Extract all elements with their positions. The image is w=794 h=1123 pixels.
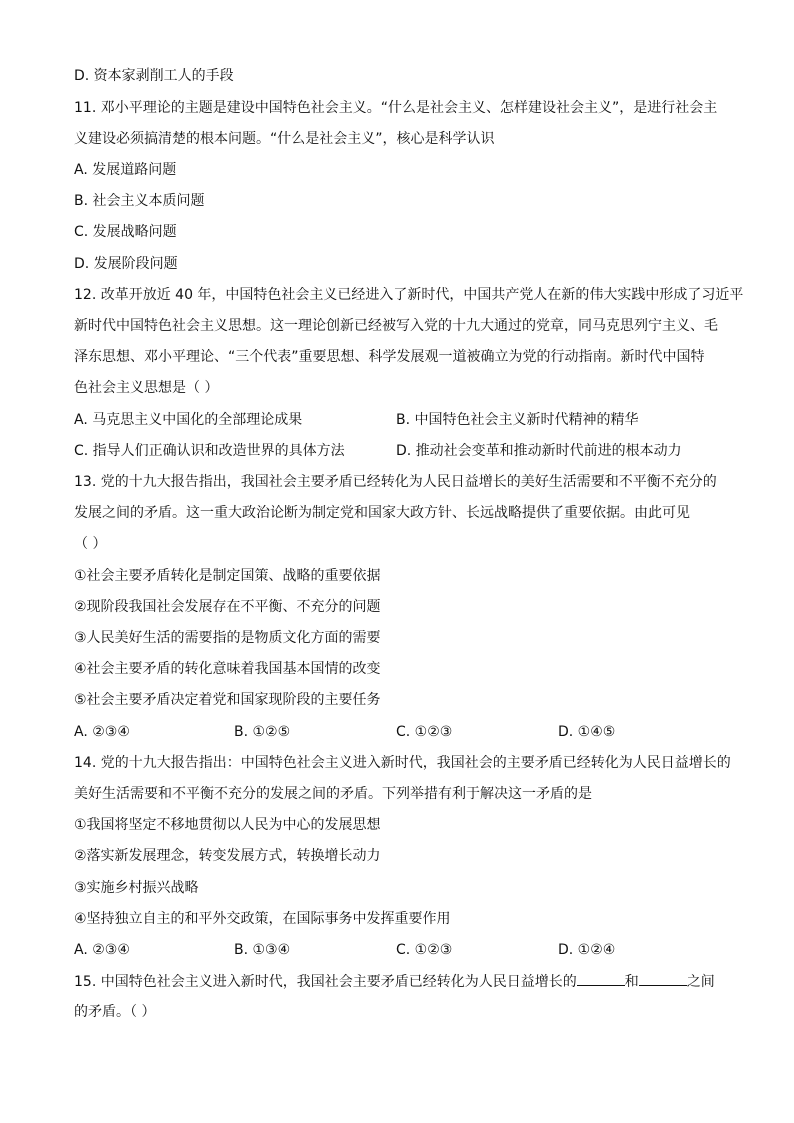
q15-stem-part2: 和 [624,974,639,990]
q13-item-1: ①社会主要矛盾转化是制定国策、战略的重要依据 [74,568,381,584]
q15-stem-line2: 的矛盾。（ ） [74,1004,156,1020]
q12-option-c: C. 指导人们正确认识和改造世界的具体方法 [74,443,345,459]
q11-stem-line2: 义建设必须搞清楚的根本问题。“什么是社会主义”，核心是科学认识 [74,131,495,147]
q11-option-a: A. 发展道路问题 [74,162,177,178]
q14-item-1: ①我国将坚定不移地贯彻以人民为中心的发展思想 [74,817,381,833]
q13-stem-line3: （ ） [74,536,107,552]
q13-stem-line1: 13. 党的十九大报告指出，我国社会主要矛盾已经转化为人民日益增长的美好生活需要和不平衡不充分的 [74,474,717,490]
q13-stem-line2: 发展之间的矛盾。这一重大政治论断为制定党和国家大政方针、长远战略提供了重要依据。由此可见 [74,505,690,521]
q11-stem-line1: 11. 邓小平理论的主题是建设中国特色社会主义。“什么是社会主义、怎样建设社会主义”，是进行社会主 [74,100,718,116]
q14-stem-line2: 美好生活需要和不平衡不充分的发展之间的矛盾。下列举措有利于解决这一矛盾的是 [74,786,592,802]
q13-item-2: ②现阶段我国社会发展存在不平衡、不充分的问题 [74,599,381,615]
q12-stem-line3: 泽东思想、邓小平理论、“三个代表”重要思想、科学发展观一道被确立为党的行动指南。新时代中国特 [74,349,705,365]
q13-item-5: ⑤社会主要矛盾决定着党和国家现阶段的主要任务 [74,692,381,708]
q12-stem-line1: 12. 改革开放近 40 年，中国特色社会主义已经进入了新时代，中国共产党人在新的伟大实践中形成了习近平 [74,287,744,303]
q14-item-2: ②落实新发展理念，转变发展方式，转换增长动力 [74,848,381,864]
q14-option-b: B. ①③④ [234,942,291,958]
q12-stem-line4: 色社会主义思想是（ ） [74,380,219,396]
q14-option-c: C. ①②③ [396,942,453,958]
q13-option-b: B. ①②⑤ [234,724,291,740]
q12-option-d: D. 推动社会变革和推动新时代前进的根本动力 [396,443,682,459]
q14-option-a: A. ②③④ [74,942,130,958]
q11-option-d: D. 发展阶段问题 [74,256,178,272]
fill-blank-2 [639,971,687,986]
q13-option-a: A. ②③④ [74,724,130,740]
q12-option-b: B. 中国特色社会主义新时代精神的精华 [396,412,639,428]
q12-stem-line2: 新时代中国特色社会主义思想。这一理论创新已经被写入党的十九大通过的党章，同马克思列宁主义、毛 [74,318,718,334]
q14-item-3: ③实施乡村振兴战略 [74,880,199,896]
q13-option-c: C. ①②③ [396,724,453,740]
q15-stem-line1 [74,971,715,992]
q14-option-d: D. ①②④ [558,942,616,958]
q11-option-c: C. 发展战略问题 [74,224,177,240]
q15-stem-part3: 之间 [686,974,715,990]
q13-item-3: ③人民美好生活的需要指的是物质文化方面的需要 [74,630,381,646]
q12-option-a: A. 马克思主义中国化的全部理论成果 [74,412,303,428]
q14-item-4: ④坚持独立自主的和平外交政策，在国际事务中发挥重要作用 [74,911,451,927]
q14-stem-line1: 14. 党的十九大报告指出：中国特色社会主义进入新时代，我国社会的主要矛盾已经转化为人民日益增长的 [74,755,731,771]
q10-option-d: D. 资本家剥削工人的手段 [74,68,234,84]
q15-stem-part1: 15. 中国特色社会主义进入新时代，我国社会主要矛盾已经转化为人民日益增长的 [74,974,577,990]
fill-blank-1 [577,971,625,986]
q13-item-4: ④社会主要矛盾的转化意味着我国基本国情的改变 [74,661,381,677]
q11-option-b: B. 社会主义本质问题 [74,193,205,209]
q13-option-d: D. ①④⑤ [558,724,616,740]
